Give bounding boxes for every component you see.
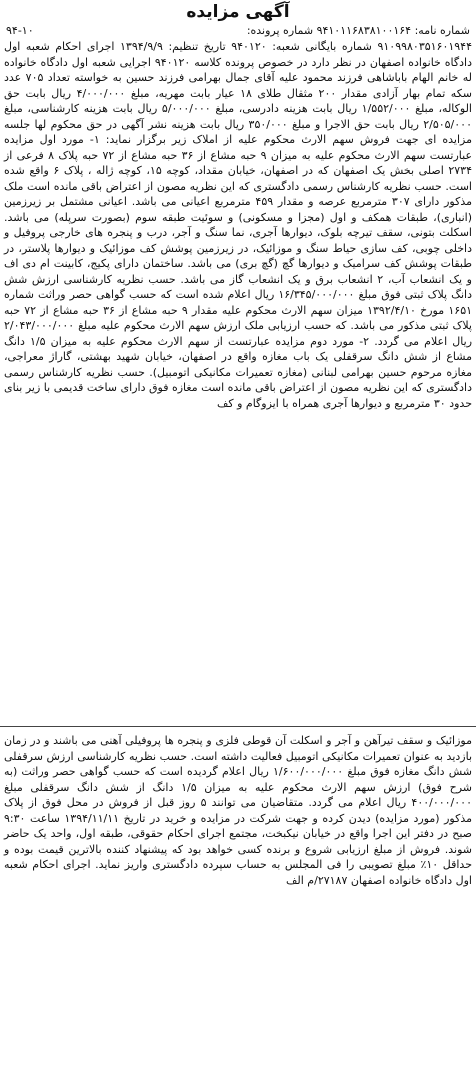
notice-header	[0, 22, 476, 39]
notice-body-part-2: موزائیک و سقف تیرآهن و آجر و اسکلت آن قوطی فلزی و پنجره ها پروفیلی آهنی می باشند و در زمان بازدید به عنوان تعمیرات مکانیکی اتومبیل فعالیت داشته است. حسب نظریه کارشناسی ارزش سرقفلی شش دانگ مغازه فوق مبلغ ۱/۶۰۰/۰۰۰/۰۰۰ ریال اعلام گردیده است که حسب گواهی حصر وراثت (به شرح فوق) ارزش سهم الارث محکوم علیه به میزان ۱/۵ دانگ از شش دانگ سرقفلی مبلغ ۴۰۰/۰۰۰/۰۰۰ ریال اعلام می گردد. متقاضیان می توانند ۵ روز قبل از فروش در محل فوق از پلاک مذکور (مورد مزایده) دیدن کرده و جهت شرکت در مزایده و خرید در تاریخ ۱۳۹۴/۱۱/۱۱ ساعت ۹:۳۰ صبح در دفتر این اجرا واقع در خیابان نیکبخت، مجتمع اجرای احکام حقوقی، طبقه اول، واحد یک حاضر شوند. فروش از مبلغ ارزیابی شروع و برنده کسی خواهد بود که پیشنهاد کننده بالاترین قیمت بوده و حداقل ۱۰٪ مبلغ تصویبی را فی المجلس به حساب سپرده دادگستری واریز نماید. اجرای احکام شعبه اول دادگاه خانواده اصفهان ۲۷۱۸۷/م الف	[4, 734, 472, 887]
notice-code: ۹۴-۱۰	[6, 24, 34, 37]
notice-title: آگهی مزایده	[186, 2, 290, 22]
letter-number: شماره نامه: ۹۴۱۰۱۱۶۸۳۸۱۰۰۱۶۴ شماره پرونده:	[246, 24, 470, 37]
notice-body-part-1: ۹۱۰۹۹۸۰۳۵۱۶۰۱۹۴۴ شماره بایگانی شعبه: ۹۴۰۱۲۰ تاریخ تنظیم: ۱۳۹۴/۹/۹ اجرای احکام شعبه اول دادگاه خانواده اصفهان در نظر دارد در خصوص پرونده کلاسه ۹۴۰۱۲۰ اجرایی شعبه اول دادگاه خانواده له خانم الهام باباشاهی فرزند محمود علیه آقای جمال بهرامی فرزند حسین به خواسته تعداد ۷۰۵ عدد سکه تمام بهار آزادی مقدار ۲۰۰ مثقال طلای ۱۸ عیار بابت مهریه، مبلغ ۴/۰۰۰/۰۰۰ ریال بابت حق الوکاله، مبلغ ۱/۵۵۲/۰۰۰ ریال بابت هزینه دادرسی، مبلغ ۵/۰۰۰/۰۰۰ ریال بابت هزینه کارشناسی، مبلغ ۲/۵۰۵/۰۰۰ ریال بابت حق الاجرا و مبلغ ۳۵۰/۰۰۰ ریال بابت هزینه نشر آگهی در حق محکوم لها جلسه مزایده ای جهت فروش سهم الارث محکوم علیه از املاک زیر برگزار نماید: ۱- مورد اول مزایده عبارتست سهم الارث محکوم علیه به میزان ۹ حبه مشاع از ۳۶ حبه مشاع از ۷۲ حبه پلاک ۸ فرعی از ۲۷۳۴ اصلی بخش یک اصفهان که در اصفهان، خیابان مقداد، کوچه ۱۵، کوچه ژاله ، پلاک ۶ واقع شده است. حسب نظریه کارشناس رسمی دادگستری که این نظریه مصون از اعتراض باقی مانده است ملک مذکور دارای ۳۰۷ مترمربع عرصه و مقدار ۴۵۹ مترمربع اعیانی می باشد. اعیانی مشتمل بر زیرزمین (انباری)، طبقات همکف و اول (مجزا و مسکونی) و سوئیت طبقه سوم (بصورت سرپله) می باشد. اسکلت بتونی، سقف تیرچه بلوک، دیوارها آجری، نما سنگ و آجر، درب و پنجره های خارجی پروفیل و داخلی چوبی، کف سازی حیاط سنگ و موزائیک، در زیرزمین پوشش کف موزائیک و دیوارها پلاستر، در طبقات پوشش کف سرامیک و دیوارها گچ (گچ بری) می باشد. ساختمان دارای پکیج، کابینت ام دی اف و یک انشعاب آب، ۲ انشعاب برق و یک انشعاب گاز می باشد. حسب نظریه کارشناسی ارزش شش دانگ پلاک ثبتی فوق مبلغ ۱۶/۳۴۵/۰۰۰/۰۰۰ ریال اعلام شده است که حسب گواهی حصر وراثت شماره ۱۶۵۱ مورخ ۱۳۹۲/۴/۱۰ میزان سهم الارث محکوم علیه مقدار ۹ حبه مشاع از ۳۶ حبه مشاع از ۷۲ حبه پلاک ثبتی مذکور می باشد. که حسب ارزیابی ملک ارزش سهم الارث محکوم علیه مبلغ ۲/۰۴۳/۰۰۰/۰۰۰ ریال اعلام می گردد. ۲- مورد دوم مزایده عبارتست از سهم الارث محکوم علیه به میزان ۱/۵ دانگ مشاع از شش دانگ سرقفلی یک باب مغازه واقع در اصفهان، خیابان شهید بهشتی، گاراژ معراجی، مغازه مرحوم حسین بهرامی لبنانی (مغازه تعمیرات مکانیکی اتومبیل). حسب نظریه کارشناس رسمی دادگستری که این نظریه مصون از اعتراض باقی مانده است مغازه فوق دارای ساخت قدیمی با زیر بنای حدود ۳۰ مترمربع و دیوارها آجری همراه با ایزوگام و کف	[0, 39, 476, 727]
